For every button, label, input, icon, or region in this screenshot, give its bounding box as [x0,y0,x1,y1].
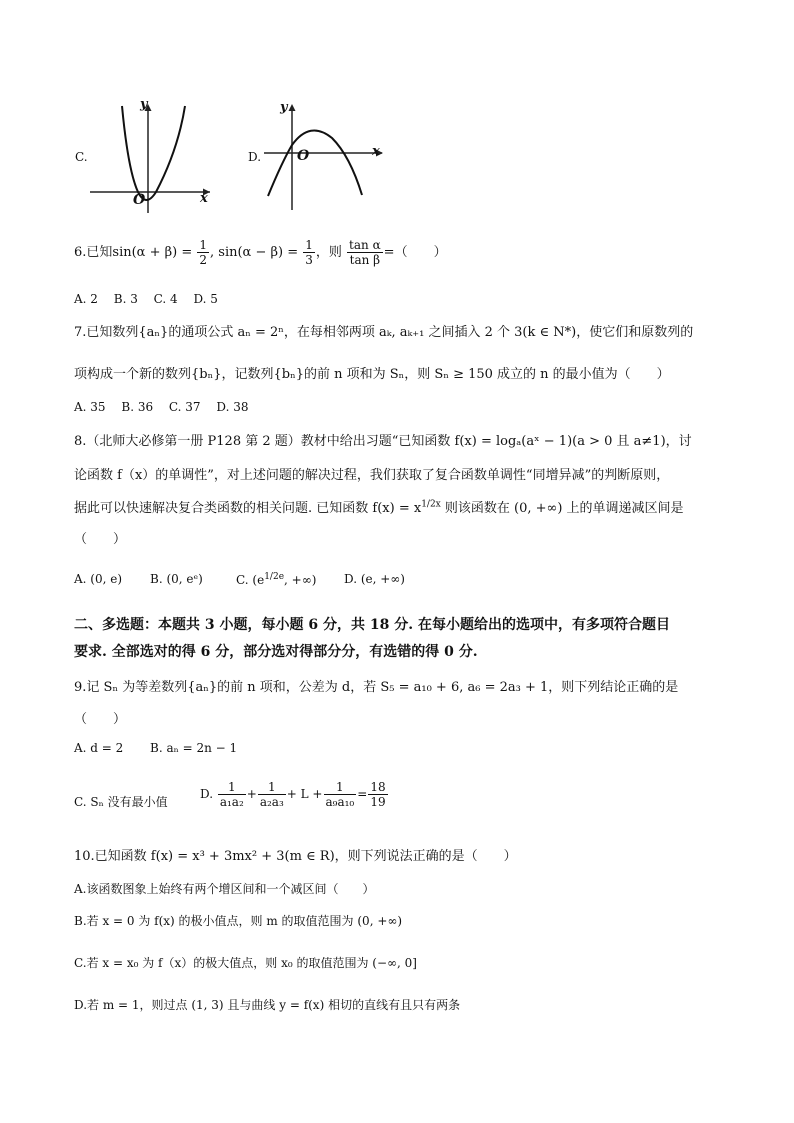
q8-line3-post: 则该函数在 (0, +∞) 上的单调递减区间是 [444,501,684,516]
q9-option-a: A. d = 2 [74,741,124,755]
q6-frac-tan: $\frac{\text{tan α}}{\text{tan β}}$ [349,238,381,267]
question-8-line-1: 8.（北师大必修第一册 P128 第 2 题）教材中给出习题“已知函数 f(x) = logₐ(aˣ − 1)(a > 0 且 a≠1)，讨 [74,434,692,449]
q6-expr1: sin(α + β) = [112,245,193,260]
question-9-line-1: 9.记 Sₙ 为等差数列{aₙ}的前 n 项和，公差为 d，若 S₅ = a₁₀ + 6, a₆ = 2a₃ + 1，则下列结论正确的是 [74,680,679,695]
graph-c-x-label: x [200,191,208,206]
q9-option-d: D. $\frac{1}{\text{a₁a₂}}$ + $\frac{1}{\text{a₂a₃}}$ + L + $\frac{1}{\text{a₉a₁₀}}$ = $\frac{18}{19}$ [200,780,386,809]
q8-option-a: A. (0, e) [74,572,123,586]
question-10-stem: 10.已知函数 f(x) = x³ + 3mx² + 3(m ∈ R)，则下列说法正确的是（ ） [74,849,517,864]
question-9-line-2: （ ） [74,712,127,727]
q8-fx: f(x) = x [372,501,422,516]
q8-fx-exponent: 1/2x [421,499,441,510]
question-6-options: A. 2 B. 3 C. 4 D. 5 [74,292,218,306]
q9-option-c: C. Sₙ 没有最小值 [74,795,168,809]
q10-option-c: C.若 x = x₀ 为 f（x）的极大值点，则 x₀ 的取值范围为 (−∞, 0] [74,956,417,970]
q10-option-b: B.若 x = 0 为 f(x) 的极小值点，则 m 的取值范围为 (0, +∞) [74,914,403,928]
section-2-heading-line-2: 要求. 全部选对的得 6 分，部分选对得部分分，有选错的得 0 分. [74,644,478,660]
question-8-line-3 [74,497,684,516]
q8-option-d: D. (e, +∞) [344,572,405,586]
graph-d-x-label: x [372,144,380,159]
graph-c-y-label: y [140,97,148,112]
q6-prefix: 6.已知 [74,245,113,260]
q9-frac-4: $\frac{18}{19}$ [370,780,386,809]
q6-expr2: , sin(α − β) = [210,245,299,260]
q8-option-c: C. ($e^{1/2e}$, +∞) [236,572,317,587]
graph-d-origin-label: O [297,148,310,164]
graph-c [88,100,216,215]
q10-option-d: D.若 m = 1，则过点 (1, 3) 且与曲线 y = f(x) 相切的直线有且只有两条 [74,998,461,1012]
question-7-line-2: 项构成一个新的数列{bₙ}，记数列{bₙ}的前 n 项和为 Sₙ，则 Sₙ ≥ 150 成立的 n 的最小值为（ ） [74,367,670,382]
question-8-line-2: 论函数 f（x）的单调性”，对上述问题的解决过程，我们获取了复合函数单调性“同增异减”的判断原则， [74,468,670,483]
q8-option-b: B. (0, eᵉ) [150,572,203,586]
q8-line3-pre: 据此可以快速解决复合类函数的相关问题. 已知函数 [74,501,369,516]
graph-d [262,100,388,212]
q6-suffix: =（ ） [383,245,447,260]
graph-c-origin-label: O [133,192,146,208]
question-6-stem [74,238,447,267]
section-2-heading-line-1: 二、多选题：本题共 3 小题，每小题 6 分，共 18 分. 在每小题给出的选项中，有多项符合题目 [74,617,670,633]
option-d-figure-label: D. [248,150,262,164]
q9-frac-2: $\frac{1}{\text{a₂a₃}}$ [259,780,284,809]
question-7-line-1: 7.已知数列{aₙ}的通项公式 aₙ = 2ⁿ，在每相邻两项 aₖ, aₖ₊₁ 之间插入 2 个 3(k ∈ N*)，使它们和原数列的 [74,325,694,340]
q9-option-b: B. aₙ = 2n − 1 [150,741,238,755]
q6-frac-2: $\frac{1}{3}$ [305,238,313,267]
q10-option-a: A.该函数图象上始终有两个增区间和一个减区间（ ） [74,882,375,896]
q6-mid: ，则 [315,245,342,260]
q9-frac-1: $\frac{1}{\text{a₁a₂}}$ [219,780,244,809]
question-8-line-4: （ ） [74,532,127,547]
q6-frac-1: $\frac{1}{2}$ [199,238,208,267]
question-7-options: A. 35 B. 36 C. 37 D. 38 [74,400,249,414]
graph-d-y-label: y [280,100,288,115]
q9-frac-3: $\frac{1}{\text{a₉a₁₀}}$ [325,780,355,809]
option-c-figure-label: C. [75,150,88,164]
